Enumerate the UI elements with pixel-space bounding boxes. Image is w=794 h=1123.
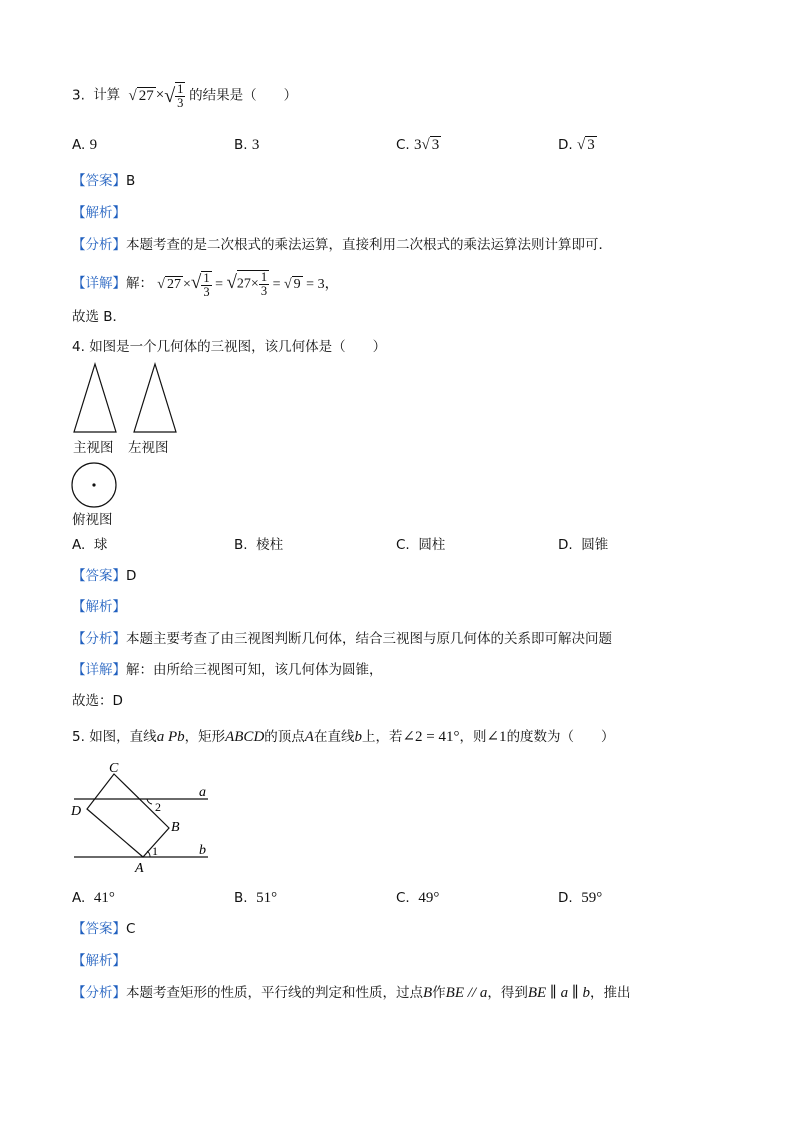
- label-a: A: [135, 861, 144, 876]
- radicand: 27×: [236, 276, 259, 292]
- option-value: 3√ 3: [414, 137, 440, 153]
- sqrt-frac: √: [164, 85, 176, 107]
- xiangjie-text: 解：由所给三视图可知，该几何体为圆锥，: [126, 662, 383, 678]
- fenxi-text: ，得到: [487, 985, 528, 1001]
- front-view-triangle: [74, 364, 116, 432]
- q4-option-a[interactable]: [72, 536, 107, 554]
- denominator: 3: [260, 284, 268, 298]
- angle2-arc: [147, 799, 152, 804]
- q3-expression: [128, 82, 189, 110]
- fenxi-text: 本题考查矩形的性质，平行线的判定和性质，过点: [126, 985, 423, 1001]
- fenxi-tag: 【分析】: [72, 985, 126, 1001]
- top-view-center-dot: [92, 483, 95, 486]
- xiangjie-tag: 【详解】: [72, 662, 126, 678]
- answer-value: D: [126, 568, 137, 584]
- option-value: 51°: [256, 890, 278, 906]
- fenxi-text: ，推出: [590, 985, 631, 1001]
- label-angle-1: 1: [152, 844, 158, 858]
- q4-xiangjie: [72, 661, 383, 679]
- q5-angle1: ∠1: [486, 729, 507, 745]
- xiangjie-tag: 【详解】: [72, 275, 126, 292]
- result: = 3，: [306, 276, 339, 292]
- denominator: 3: [177, 96, 184, 110]
- radicand: 3: [587, 137, 595, 153]
- left-view-triangle: [134, 364, 176, 432]
- option-label: D.: [558, 537, 573, 553]
- q3-xiangjie: [72, 270, 339, 299]
- q5-stem-part: ，则: [459, 729, 487, 745]
- fenxi-text: 本题考查的是二次根式的乘法运算，直接利用二次根式的乘法运算法则计算即可．: [126, 237, 612, 253]
- equals: =: [215, 276, 223, 292]
- q3-stem-prefix: 计算: [93, 87, 121, 104]
- q5-line-b: b: [354, 729, 362, 745]
- q5-option-c[interactable]: [396, 889, 439, 907]
- analysis-tag: 【解析】: [72, 205, 126, 221]
- q3-option-a[interactable]: [72, 136, 97, 154]
- q4-answer: [72, 567, 136, 585]
- q5-parallel-lines: a Pb: [156, 729, 185, 745]
- label-line-b: b: [199, 843, 206, 858]
- label-line-a: a: [199, 785, 206, 800]
- label-angle-2: 2: [155, 800, 161, 814]
- option-value: 59°: [581, 890, 603, 906]
- option-value: 49°: [418, 890, 440, 906]
- q3-number: 3.: [72, 87, 85, 104]
- q4-number: 4.: [72, 339, 85, 355]
- numerator: 1: [177, 82, 184, 96]
- option-label: B.: [234, 137, 248, 153]
- q3-option-b[interactable]: [234, 136, 259, 154]
- option-value: 棱柱: [256, 537, 284, 553]
- analysis-tag: 【解析】: [72, 599, 126, 615]
- q3-stem-suffix: 的结果是（ ）: [189, 87, 298, 104]
- q4-option-c[interactable]: [396, 536, 445, 554]
- option-value: 圆锥: [581, 537, 609, 553]
- answer-tag: 【答案】: [72, 568, 126, 584]
- q4-conclusion: 故选：D: [72, 693, 123, 709]
- be-a-b-parallel: BE ∥ a ∥ b: [527, 985, 591, 1001]
- option-label: A.: [72, 890, 86, 906]
- equals: =: [272, 276, 281, 292]
- q3-option-c[interactable]: [396, 136, 441, 154]
- q3-option-d[interactable]: [558, 136, 597, 154]
- numerator: 1: [203, 270, 210, 285]
- xiangjie-prefix: 解：: [126, 275, 153, 292]
- coefficient: 3: [414, 137, 422, 153]
- option-label: B.: [234, 890, 248, 906]
- label-top-view: 俯视图: [72, 512, 113, 528]
- q3-equation: √ 27 ×√ $\frac{1}{3}$ = √27× $\frac{1}{3}$ = √ 9 = 3，: [157, 270, 339, 299]
- option-value: 9: [89, 137, 98, 153]
- option-label: C.: [396, 537, 410, 553]
- option-value: √ 3: [576, 137, 595, 153]
- sqrt-27: √ 27: [128, 88, 154, 104]
- q3-fenxi: [72, 236, 612, 254]
- point-b: B: [423, 985, 433, 1001]
- q5-answer: [72, 920, 135, 938]
- q5-stem-part: ，矩形: [184, 729, 226, 745]
- radicand: 27: [138, 88, 154, 104]
- q5-option-a[interactable]: [72, 889, 115, 907]
- fenxi-tag: 【分析】: [72, 631, 126, 647]
- answer-tag: 【答案】: [72, 173, 126, 189]
- q4-option-b[interactable]: [234, 536, 283, 554]
- times-sign: ×: [155, 87, 165, 104]
- analysis-tag: 【解析】: [72, 953, 126, 969]
- option-value: 3: [251, 137, 260, 153]
- denominator: 3: [203, 284, 210, 299]
- q5-stem-part: 的顶点: [264, 729, 305, 745]
- q4-stem: [72, 338, 386, 356]
- fraction: [201, 271, 211, 299]
- q3-stem: [72, 82, 297, 110]
- q5-stem-part: 上，若: [361, 729, 403, 745]
- q4-stem-text: 如图是一个几何体的三视图，该几何体是（ ）: [89, 339, 387, 355]
- option-label: A.: [72, 537, 86, 553]
- q5-fenxi: [72, 984, 631, 1002]
- numerator: 1: [260, 270, 268, 284]
- label-left-view: 左视图: [128, 440, 169, 456]
- option-value: 圆柱: [418, 537, 446, 553]
- q5-stem-part: 的度数为（ ）: [506, 729, 615, 745]
- rectangle-parallel-figure: [66, 758, 216, 878]
- q4-fenxi: [72, 630, 612, 648]
- option-label: C.: [396, 890, 410, 906]
- answer-value: C: [126, 921, 136, 937]
- fenxi-text: 作: [432, 985, 446, 1001]
- times-sign: ×: [182, 276, 191, 292]
- radicand: 27: [166, 276, 181, 292]
- q5-stem-part: 在直线: [313, 729, 355, 745]
- fraction: [175, 82, 185, 110]
- q3-analysis-title: [72, 204, 126, 222]
- three-view-figure: [66, 360, 186, 510]
- be-parallel-a: BE // a: [445, 985, 488, 1001]
- q3-answer: [72, 172, 135, 190]
- radicand: 3: [431, 137, 440, 153]
- q5-angle2: ∠2 = 41°: [402, 729, 460, 745]
- q5-number: 5.: [72, 729, 85, 745]
- fraction: [259, 271, 269, 298]
- q5-rectangle-name: ABCD: [225, 729, 265, 745]
- q5-option-b[interactable]: [234, 889, 277, 907]
- fenxi-text: 本题主要考查了由三视图判断几何体，结合三视图与原几何体的关系即可解决问题: [126, 631, 612, 647]
- answer-tag: 【答案】: [72, 921, 126, 937]
- option-label: A.: [72, 137, 86, 153]
- answer-value: B: [126, 173, 136, 189]
- fenxi-tag: 【分析】: [72, 237, 126, 253]
- option-value: 41°: [93, 890, 115, 906]
- option-label: D.: [558, 137, 573, 153]
- q3-conclusion: 故选 B．: [72, 309, 127, 325]
- q4-analysis-title: [72, 598, 126, 616]
- option-label: D.: [558, 890, 573, 906]
- angle1-arc: [147, 851, 150, 857]
- label-d: D: [71, 804, 82, 819]
- q4-option-d[interactable]: [558, 536, 608, 554]
- label-c: C: [109, 761, 119, 776]
- label-b: B: [171, 820, 180, 835]
- option-label: B.: [234, 537, 248, 553]
- radicand: 9: [293, 276, 301, 292]
- option-label: C.: [396, 137, 410, 153]
- q5-vertex-a: A: [304, 729, 314, 745]
- q5-analysis-title: [72, 952, 126, 970]
- q5-option-d[interactable]: [558, 889, 602, 907]
- q5-stem-part: 如图，直线: [89, 729, 157, 745]
- q5-stem: [72, 728, 615, 746]
- option-value: 球: [93, 537, 108, 553]
- label-front-view: 主视图: [73, 440, 114, 456]
